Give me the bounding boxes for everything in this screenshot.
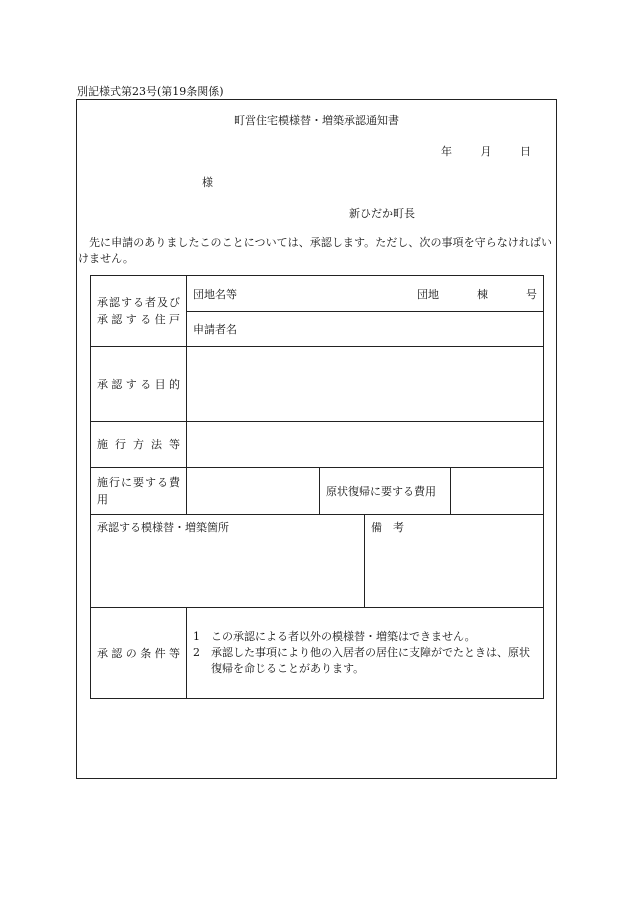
conditions-label: 承認の条件等 xyxy=(97,646,180,660)
condition-text: 承認した事項により他の入居者の居住に支障がでたときは、原状復帰を命じることがあります。 xyxy=(211,646,530,675)
location-remarks-cell xyxy=(91,515,544,608)
number-unit: 号 xyxy=(526,287,537,301)
complex-unit: 団地 xyxy=(417,287,439,301)
table-row xyxy=(91,515,544,608)
table-row xyxy=(91,276,544,312)
table-row xyxy=(91,422,544,468)
condition-number: 2 xyxy=(193,646,200,659)
condition-item xyxy=(193,629,537,645)
restore-value-cell xyxy=(451,468,543,514)
purpose-value-cell xyxy=(187,347,544,422)
restore-label-cell xyxy=(320,468,451,514)
location-label: 承認する模様替・増築箇所 xyxy=(97,521,229,534)
method-label-cell xyxy=(91,422,187,468)
purpose-label-cell xyxy=(91,347,187,422)
cost-label-cell xyxy=(91,468,187,515)
conditions-label-cell xyxy=(91,608,187,699)
purpose-label: 承認する目的 xyxy=(97,377,180,391)
method-label: 施行方法等 xyxy=(97,438,180,451)
approved-label: 承認する者及び承認する住戸 xyxy=(97,296,180,326)
condition-number: 1 xyxy=(193,630,200,643)
year-label: 年 xyxy=(441,145,452,158)
form-label: 別記様式第23号(第19条関係) xyxy=(77,85,224,98)
approved-label-cell xyxy=(91,276,187,347)
building-unit: 棟 xyxy=(477,287,488,301)
notice-body: 先に申請のありましたこのことについては、承認します。ただし、次の事項を守らなければいけません。 xyxy=(78,236,552,265)
location-cell xyxy=(91,515,365,607)
document-title: 町営住宅模様替・増築承認通知書 xyxy=(234,114,399,127)
condition-item xyxy=(193,645,537,677)
method-value-cell xyxy=(187,422,544,468)
restore-label: 原状復帰に要する費用 xyxy=(326,485,436,498)
cost-split-cell xyxy=(187,468,544,515)
table-row xyxy=(91,468,544,515)
cost-label: 施行に要する費用 xyxy=(97,476,180,506)
complex-cell xyxy=(187,276,544,312)
form-frame xyxy=(76,99,557,779)
remarks-label: 備 考 xyxy=(371,521,404,534)
table-row xyxy=(91,347,544,422)
month-label: 月 xyxy=(480,145,492,158)
day-label: 日 xyxy=(520,145,531,158)
table-row xyxy=(91,608,544,699)
complex-label: 団地名等 xyxy=(193,287,237,301)
condition-text: この承認による者以外の模様替・増築はできません。 xyxy=(211,630,476,643)
applicant-label: 申請者名 xyxy=(193,323,237,336)
cost-value-cell xyxy=(187,468,320,514)
issuer-name: 新ひだか町長 xyxy=(349,207,415,220)
date-line xyxy=(441,143,531,159)
applicant-cell xyxy=(187,312,544,347)
addressee-suffix: 様 xyxy=(202,176,213,189)
approval-table xyxy=(90,275,544,699)
remarks-cell xyxy=(365,515,543,607)
conditions-value-cell xyxy=(187,608,544,699)
